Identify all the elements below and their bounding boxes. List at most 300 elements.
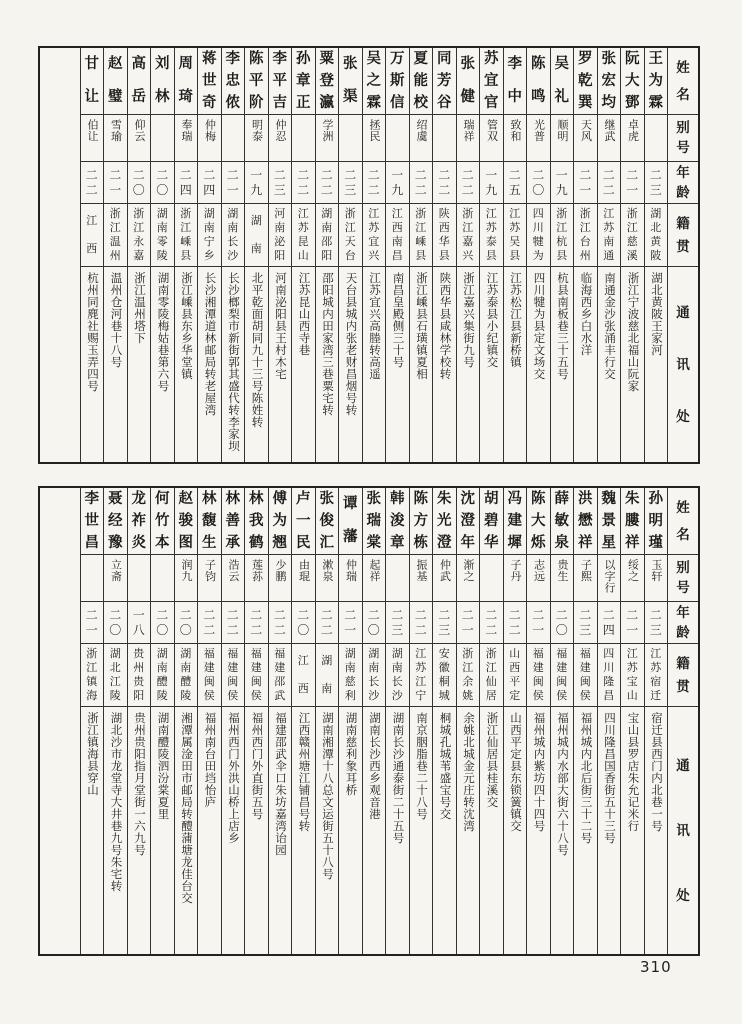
alias-cell: 拯民 <box>363 115 386 162</box>
alias-cell: 仲瑞 <box>339 555 362 602</box>
name-cell: 胡 碧 华 <box>480 488 503 555</box>
header-cell-age: 年 龄 <box>668 602 698 644</box>
page-number: 310 <box>640 958 672 976</box>
name-cell: 傅 为 翘 <box>269 488 292 555</box>
age-cell: 一 九 <box>245 162 268 204</box>
address-cell: 福州城内北后街三十二号 <box>579 712 592 844</box>
person-column <box>573 488 597 954</box>
age-cell: 二 二 <box>269 602 292 644</box>
header-cell-alias: 别 号 <box>668 115 698 162</box>
alias-cell: 贵生 <box>551 555 574 602</box>
name-cell: 陈 大 烁 <box>527 488 550 555</box>
alias-cell: 渐之 <box>457 555 480 602</box>
person-column <box>362 48 386 462</box>
address-cell: 陕西华县咸林学校转 <box>438 272 451 380</box>
age-cell: 二 二 <box>598 162 621 204</box>
person-column <box>456 48 480 462</box>
alias-cell: 仲梅 <box>198 115 221 162</box>
native-place-cell: 江 苏 宝 山 <box>621 644 644 707</box>
native-place-cell: 浙 江 余 姚 <box>457 644 480 707</box>
address-cell: 南京胭脂巷二十八号 <box>415 712 427 820</box>
person-column <box>174 48 198 462</box>
header-cell-address: 通 讯 处 <box>676 304 690 424</box>
age-cell: 二 三 <box>433 602 456 644</box>
address-cell: 福建邵武伞口朱坊嘉湾诒园 <box>274 712 286 856</box>
person-column <box>597 48 621 462</box>
name-cell: 魏 景 星 <box>598 488 621 555</box>
age-cell: 一 九 <box>551 162 574 204</box>
header-column <box>667 48 698 462</box>
alias-cell: 少鹏 <box>269 555 292 602</box>
name-cell: 龙 祚 炎 <box>128 488 151 555</box>
person-column <box>409 488 433 954</box>
alias-cell <box>480 555 503 602</box>
alias-cell <box>645 115 668 162</box>
address-cell: 杭州同麂社赐玉弄四号 <box>86 272 98 392</box>
address-cell: 湖北黄陂王家河 <box>650 272 662 356</box>
person-column <box>503 488 527 954</box>
native-place-cell: 湖 南 长 沙 <box>363 644 386 707</box>
person-column <box>573 48 597 462</box>
age-cell: 一 八 <box>128 602 151 644</box>
native-place-cell: 江 苏 宿 迁 <box>645 644 668 707</box>
name-cell: 李 平 吉 <box>269 48 292 115</box>
address-cell: 北平乾面胡同九十三号陈姓转 <box>250 272 263 428</box>
address-cell: 福州城内紫坊四十四号 <box>532 712 545 832</box>
age-cell: 二 二 <box>457 162 480 204</box>
person-column <box>338 48 362 462</box>
alias-cell: 子熙 <box>574 555 597 602</box>
native-place-cell: 浙 江 永 嘉 <box>128 204 151 267</box>
age-cell: 二 二 <box>198 602 221 644</box>
alias-cell: 继武 <box>598 115 621 162</box>
person-column <box>127 48 151 462</box>
person-column <box>315 48 339 462</box>
name-cell: 林 善 承 <box>222 488 245 555</box>
person-column <box>244 488 268 954</box>
name-cell: 何 竹 本 <box>151 488 174 555</box>
name-cell: 林 馥 生 <box>198 488 221 555</box>
alias-cell <box>81 555 104 602</box>
age-cell: 二 〇 <box>292 602 315 644</box>
age-cell: 二 三 <box>386 602 409 644</box>
alias-cell: 莲荪 <box>245 555 268 602</box>
name-cell: 沈 澄 年 <box>457 488 480 555</box>
person-column <box>268 488 292 954</box>
native-place-cell: 福 建 闽 侯 <box>245 644 268 707</box>
address-cell: 湖南慈利象耳桥 <box>344 712 357 796</box>
address-cell: 四川隆昌国香街五十三号 <box>603 712 615 844</box>
age-cell: 一 九 <box>480 162 503 204</box>
name-cell: 陈 鸣 <box>527 48 550 115</box>
person-column <box>315 488 339 954</box>
alias-cell: 伯让 <box>81 115 104 162</box>
address-cell: 山西平定县东锁簧镇交 <box>509 712 521 832</box>
age-cell: 二 二 <box>504 602 527 644</box>
alias-cell <box>151 115 174 162</box>
name-cell: 林 我 鹤 <box>245 488 268 555</box>
native-place-cell: 河 南 泌 阳 <box>269 204 292 267</box>
alias-cell: 以字行 <box>598 555 621 602</box>
person-column <box>385 48 409 462</box>
age-cell: 二 二 <box>245 602 268 644</box>
person-column <box>503 48 527 462</box>
name-cell: 洪 懋 祥 <box>574 488 597 555</box>
person-column <box>127 488 151 954</box>
header-column <box>667 488 698 954</box>
alias-cell <box>386 115 409 162</box>
person-column <box>597 488 621 954</box>
address-cell: 江苏宜兴高塍转高遥 <box>368 272 380 380</box>
address-cell: 宝山县罗店朱允记米行 <box>626 712 639 832</box>
native-place-cell: 江 西 <box>292 644 315 707</box>
age-cell: 二 二 <box>222 602 245 644</box>
native-place-cell: 陕 西 华 县 <box>433 204 456 267</box>
native-place-cell: 浙 江 仙 居 <box>480 644 503 707</box>
native-place-cell: 福 建 闽 侯 <box>198 644 221 707</box>
person-column <box>197 48 221 462</box>
address-cell: 福州西门外洪山桥上店乡 <box>227 712 239 844</box>
age-cell: 二 五 <box>504 162 527 204</box>
alias-cell: 玉轩 <box>645 555 668 602</box>
person-column <box>526 488 550 954</box>
alias-cell: 子钧 <box>198 555 221 602</box>
age-cell: 二 三 <box>339 162 362 204</box>
alias-cell: 振基 <box>410 555 433 602</box>
alias-cell: 仰云 <box>128 115 151 162</box>
alias-cell: 奉瑞 <box>175 115 198 162</box>
name-cell: 孙 章 正 <box>292 48 315 115</box>
header-cell-age: 年 龄 <box>668 162 698 204</box>
age-cell: 二 二 <box>433 162 456 204</box>
native-place-cell: 湖 北 江 陵 <box>104 644 127 707</box>
address-cell: 贵州贵阳指月堂街一六九号 <box>133 712 145 856</box>
person-column <box>268 48 292 462</box>
address-cell: 浙江镇海县穿山 <box>86 712 98 796</box>
header-cell-address: 通 讯 处 <box>676 757 690 903</box>
address-cell: 浙江温州塔下 <box>133 272 145 344</box>
address-cell: 长沙湘潭道林邮局转老屋湾 <box>203 272 216 416</box>
native-place-cell: 湖 南 慈 利 <box>339 644 362 707</box>
alias-cell: 卓虎 <box>621 115 644 162</box>
name-cell: 李 世 昌 <box>81 488 104 555</box>
age-cell: 二 二 <box>410 602 433 644</box>
name-cell: 蒋 世 奇 <box>198 48 221 115</box>
native-place-cell: 湖 北 黄 陂 <box>645 204 668 267</box>
address-cell: 浙江仙居县桂溪交 <box>485 712 498 808</box>
address-cell: 湖南零陵梅姑巷第六号 <box>156 272 169 392</box>
address-cell: 湖南长沙西乡观音港 <box>368 712 380 820</box>
person-column <box>291 48 315 462</box>
age-cell: 二 〇 <box>151 602 174 644</box>
alias-cell: 瑞祥 <box>457 115 480 162</box>
name-cell: 苏 宜 官 <box>480 48 503 115</box>
address-cell: 福州南台田垱怡庐 <box>203 712 216 808</box>
name-cell: 陈 方 栋 <box>410 488 433 555</box>
native-place-cell: 山 西 平 定 <box>504 644 527 707</box>
native-place-cell: 四 川 隆 昌 <box>598 644 621 707</box>
alias-cell <box>128 555 151 602</box>
address-cell: 邵阳城内田家湾三巷粟宅转 <box>321 272 333 416</box>
address-cell: 浙江嘉兴集街九号 <box>462 272 474 368</box>
person-column <box>620 488 644 954</box>
name-cell: 张 俊 汇 <box>316 488 339 555</box>
native-place-cell: 湖 南 长 沙 <box>222 204 245 267</box>
alias-cell: 起祥 <box>363 555 386 602</box>
name-cell: 罗 乾 巽 <box>574 48 597 115</box>
name-cell: 夏 能 校 <box>410 48 433 115</box>
age-cell: 二 一 <box>457 602 480 644</box>
person-column <box>550 488 574 954</box>
person-column <box>291 488 315 954</box>
native-place-cell: 湖 南 宁 乡 <box>198 204 221 267</box>
person-column <box>103 48 127 462</box>
name-cell: 阮 大 鄧 <box>621 48 644 115</box>
age-cell: 二 〇 <box>551 602 574 644</box>
name-cell: 甘 让 <box>81 48 104 115</box>
alias-cell <box>339 115 362 162</box>
native-place-cell: 湖 南 醴 陵 <box>175 644 198 707</box>
alias-cell <box>222 115 245 162</box>
native-place-cell: 安 徽 桐 城 <box>433 644 456 707</box>
person-column <box>432 48 456 462</box>
alias-cell: 致和 <box>504 115 527 162</box>
name-cell: 陈 平 阶 <box>245 48 268 115</box>
alias-cell: 绍虞 <box>410 115 433 162</box>
name-cell: 粟 登 瀛 <box>316 48 339 115</box>
native-place-cell: 贵 州 贵 阳 <box>128 644 151 707</box>
name-cell: 王 为 霖 <box>645 48 668 115</box>
alias-cell: 仲武 <box>433 555 456 602</box>
alias-cell: 由琨 <box>292 555 315 602</box>
native-place-cell: 湖 南 醴 陵 <box>151 644 174 707</box>
person-column <box>362 488 386 954</box>
name-cell: 张 健 <box>457 48 480 115</box>
person-column <box>550 48 574 462</box>
person-column <box>479 488 503 954</box>
age-cell: 二 三 <box>645 162 668 204</box>
person-column <box>103 488 127 954</box>
native-place-cell: 福 建 闽 侯 <box>222 644 245 707</box>
name-cell: 周 琦 <box>175 48 198 115</box>
age-cell: 二 二 <box>292 162 315 204</box>
age-cell: 二 一 <box>104 162 127 204</box>
native-place-cell: 浙 江 天 台 <box>339 204 362 267</box>
age-cell: 一 九 <box>386 162 409 204</box>
name-cell: 李 中 <box>504 48 527 115</box>
native-place-cell: 浙 江 慈 溪 <box>621 204 644 267</box>
alias-cell: 立斋 <box>104 555 127 602</box>
alias-cell: 顺明 <box>551 115 574 162</box>
person-column <box>385 488 409 954</box>
address-cell: 南通金沙张涌丰行交 <box>603 272 615 380</box>
name-cell: 万 斯 信 <box>386 48 409 115</box>
name-cell: 李 忠 侬 <box>222 48 245 115</box>
header-cell-name: 姓 名 <box>668 48 698 115</box>
address-cell: 福州西门外直街五号 <box>250 712 263 820</box>
alias-cell <box>151 555 174 602</box>
alias-cell: 雪瑜 <box>104 115 127 162</box>
person-column <box>150 488 174 954</box>
address-cell: 江苏泰县小纪镇交 <box>485 272 498 368</box>
address-cell: 南昌皇殿侧三十号 <box>391 272 404 368</box>
native-place-cell: 湖 南 <box>316 644 339 707</box>
person-column <box>244 48 268 462</box>
age-cell: 二 一 <box>81 602 104 644</box>
name-cell: 冯 建 墀 <box>504 488 527 555</box>
person-column <box>620 48 644 462</box>
age-cell: 二 一 <box>621 602 644 644</box>
age-cell: 二 一 <box>621 162 644 204</box>
age-cell: 二 三 <box>269 162 292 204</box>
name-cell: 朱 光 澄 <box>433 488 456 555</box>
address-cell: 河南泌阳县王村木宅 <box>274 272 286 380</box>
person-column <box>221 488 245 954</box>
address-cell: 浙江嵊县石璜镇夏相 <box>415 272 427 380</box>
native-place-cell: 江 苏 南 通 <box>598 204 621 267</box>
person-column <box>644 488 668 954</box>
age-cell: 二 四 <box>175 162 198 204</box>
address-cell: 湖北沙市龙堂寺大井巷九号朱宅转 <box>109 712 122 892</box>
age-cell: 二 四 <box>598 602 621 644</box>
address-cell: 湖南长沙通泰街二十五号 <box>391 712 404 844</box>
age-cell: 二 〇 <box>363 602 386 644</box>
age-cell: 二 三 <box>574 602 597 644</box>
age-cell: 二 〇 <box>175 602 198 644</box>
name-cell: 薛 敏 泉 <box>551 488 574 555</box>
address-cell: 长沙榔梨市新街郭其盛代转李家坝 <box>227 272 239 452</box>
address-cell: 杭县南板巷三十五号 <box>556 272 568 380</box>
name-cell: 高 岳 <box>128 48 151 115</box>
name-cell: 赵 璧 <box>104 48 127 115</box>
name-cell: 聂 经 豫 <box>104 488 127 555</box>
alias-cell: 明泰 <box>245 115 268 162</box>
age-cell: 二 〇 <box>128 162 151 204</box>
alias-cell: 浩云 <box>222 555 245 602</box>
address-cell: 浙江嵊县东乡华堂镇 <box>180 272 192 380</box>
alias-cell: 天风 <box>574 115 597 162</box>
person-column <box>80 488 104 954</box>
alias-cell: 光普 <box>527 115 550 162</box>
alias-cell <box>386 555 409 602</box>
alias-cell: 管双 <box>480 115 503 162</box>
alias-cell: 子丹 <box>504 555 527 602</box>
person-column <box>432 488 456 954</box>
native-place-cell: 四 川 犍 为 <box>527 204 550 267</box>
name-cell: 谭 藩 <box>339 488 362 555</box>
native-place-cell: 浙 江 台 州 <box>574 204 597 267</box>
person-column <box>150 48 174 462</box>
native-place-cell: 浙 江 镇 海 <box>81 644 104 707</box>
address-cell: 福州城内水部大街六十八号 <box>556 712 568 856</box>
age-cell: 二 一 <box>527 602 550 644</box>
name-cell: 韩 浚 章 <box>386 488 409 555</box>
native-place-cell: 浙 江 温 州 <box>104 204 127 267</box>
native-place-cell: 江 苏 江 宁 <box>410 644 433 707</box>
address-cell: 临海西乡白水洋 <box>579 272 592 356</box>
native-place-cell: 浙 江 嵊 县 <box>175 204 198 267</box>
name-cell: 孙 明 瑾 <box>645 488 668 555</box>
alias-cell <box>433 115 456 162</box>
native-place-cell: 湖 南 <box>245 204 268 267</box>
person-column <box>409 48 433 462</box>
age-cell: 二 一 <box>574 162 597 204</box>
name-cell: 吴 礼 <box>551 48 574 115</box>
name-cell: 吴 之 霖 <box>363 48 386 115</box>
alias-cell: 润九 <box>175 555 198 602</box>
native-place-cell: 江 西 南 昌 <box>386 204 409 267</box>
roster-table-top <box>38 46 700 464</box>
name-cell: 张 宏 均 <box>598 48 621 115</box>
name-cell: 赵 骏 图 <box>175 488 198 555</box>
address-cell: 温州仓河巷十八号 <box>109 272 122 368</box>
native-place-cell: 浙 江 嵊 县 <box>410 204 433 267</box>
roster-table-bottom <box>38 486 700 956</box>
native-place-cell: 福 建 闽 侯 <box>574 644 597 707</box>
native-place-cell: 浙 江 杭 县 <box>551 204 574 267</box>
alias-cell: 绥之 <box>621 555 644 602</box>
person-column <box>644 48 668 462</box>
name-cell: 张 瑞 棠 <box>363 488 386 555</box>
alias-cell: 志远 <box>527 555 550 602</box>
native-place-cell: 福 建 闽 侯 <box>527 644 550 707</box>
native-place-cell: 江 西 <box>81 204 104 267</box>
native-place-cell: 江 苏 昆 山 <box>292 204 315 267</box>
age-cell: 二 二 <box>81 162 104 204</box>
age-cell: 二 一 <box>339 602 362 644</box>
native-place-cell: 福 建 闽 侯 <box>551 644 574 707</box>
alias-cell: 漱泉 <box>316 555 339 602</box>
age-cell: 二 一 <box>222 162 245 204</box>
alias-cell: 仲忍 <box>269 115 292 162</box>
age-cell: 二 二 <box>410 162 433 204</box>
age-cell: 二 二 <box>316 162 339 204</box>
address-cell: 湖南湘潭十八总文运街五十八号 <box>321 712 333 880</box>
address-cell: 湘潭属淦田市邮局转醴蒲塘龙佳台交 <box>180 712 192 904</box>
person-column <box>221 48 245 462</box>
address-cell: 余姚北城金元庄转沈湾 <box>462 712 474 832</box>
age-cell: 二 二 <box>480 602 503 644</box>
native-place-cell: 江 苏 吴 县 <box>504 204 527 267</box>
alias-cell <box>292 115 315 162</box>
header-cell-alias: 别 号 <box>668 555 698 602</box>
address-cell: 江苏松江县新桥镇 <box>509 272 521 368</box>
native-place-cell: 湖 南 零 陵 <box>151 204 174 267</box>
native-place-cell: 湖 南 邵 阳 <box>316 204 339 267</box>
native-place-cell: 湖 南 长 沙 <box>386 644 409 707</box>
age-cell: 二 三 <box>645 602 668 644</box>
address-cell: 桐城孔城苇盛宝号交 <box>438 712 451 820</box>
person-column <box>338 488 362 954</box>
address-cell: 宿迁县西门内北巷一号 <box>650 712 662 832</box>
alias-cell: 学洲 <box>316 115 339 162</box>
name-cell: 卢 一 民 <box>292 488 315 555</box>
address-cell: 天台县城内张老财昌烟号转 <box>344 272 357 416</box>
name-cell: 同 芳 谷 <box>433 48 456 115</box>
address-cell: 江苏昆山西寺巷 <box>297 272 310 356</box>
person-column <box>174 488 198 954</box>
age-cell: 二 四 <box>198 162 221 204</box>
age-cell: 二 〇 <box>151 162 174 204</box>
name-cell: 刘 林 <box>151 48 174 115</box>
header-cell-native: 籍 贯 <box>668 204 698 267</box>
native-place-cell: 福 建 邵 武 <box>269 644 292 707</box>
native-place-cell: 浙 江 嘉 兴 <box>457 204 480 267</box>
address-cell: 湖南醴陵泗汾棠夏里 <box>156 712 169 820</box>
person-column <box>197 488 221 954</box>
native-place-cell: 江 苏 泰 县 <box>480 204 503 267</box>
header-cell-native: 籍 贯 <box>668 644 698 707</box>
